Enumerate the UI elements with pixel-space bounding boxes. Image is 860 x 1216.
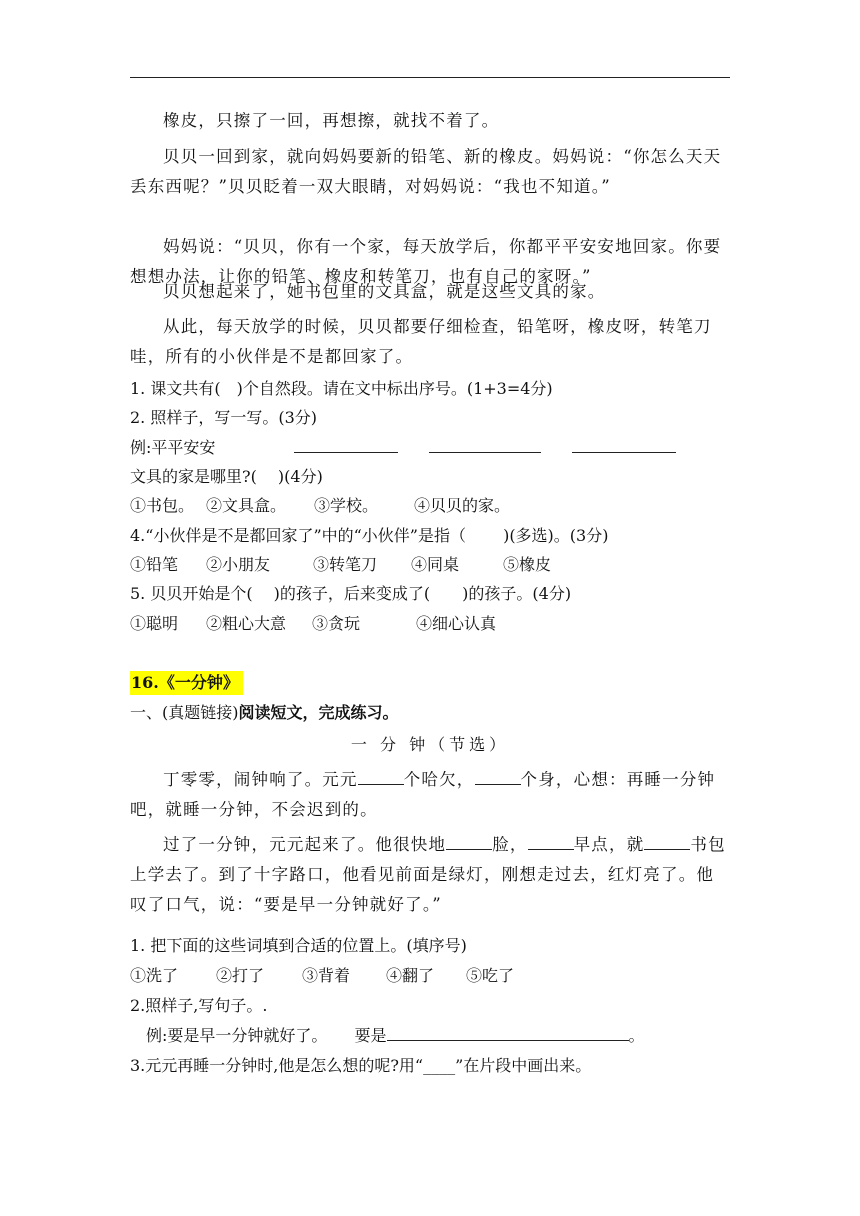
option: ④贝贝的家。	[414, 496, 511, 515]
option: ④翻了	[386, 966, 435, 985]
passage-text: 早点，就	[573, 835, 645, 854]
part2-prompt: 要是	[354, 1026, 387, 1045]
passage-text: 脸，	[492, 835, 528, 854]
option: ④细心认真	[416, 614, 497, 633]
fill-blank[interactable]	[446, 831, 492, 850]
instruction-prefix: 一、(真题链接)	[130, 703, 239, 722]
q3-text: 3.元元再睡一分钟时,他是怎么想的呢?用“	[130, 1056, 424, 1075]
answer-blank-3[interactable]	[572, 436, 676, 453]
passage-text: 个哈欠，	[403, 770, 475, 789]
part2-question-2-example-row	[130, 1024, 766, 1048]
option: ①洗了	[130, 966, 179, 985]
question-2-example: 例:平平安安	[130, 438, 216, 457]
passage-paragraph-1	[130, 765, 730, 825]
section-title: 16.《一分钟》	[130, 671, 243, 695]
question-4-options	[130, 553, 750, 577]
fill-blank[interactable]	[358, 766, 404, 785]
instruction-bold: 阅读短文，完成练习。	[238, 703, 399, 722]
part2-end: 。	[628, 1026, 645, 1045]
paragraph-3: 妈妈说：“贝贝，你有一个家，每天放学后，你都平平安安地回家。你要想想办法，让你的铅笔、橡皮和转笔刀，也有自己的家呀。”	[130, 237, 722, 286]
q3-text: ”在片段中画出来。	[455, 1056, 592, 1075]
question-3-options	[130, 494, 750, 518]
question-3: 文具的家是哪里?( )(4分)	[130, 467, 323, 486]
part2-question-2: 2.照样子,写句子。.	[130, 996, 268, 1015]
answer-blank-2[interactable]	[429, 436, 541, 453]
question-5: 5. 贝贝开始是个( )的孩子，后来变成了( )的孩子。(4分)	[130, 584, 572, 603]
option: ①书包。	[130, 496, 195, 515]
passage-text: 过了一分钟，元元起来了。他很快地	[163, 835, 447, 854]
question-4: 4.“小伙伴是不是都回家了”中的“小伙伴”是指（ )(多选)。(3分)	[130, 526, 609, 545]
option: ③贪玩	[312, 614, 361, 633]
option: ②小朋友	[206, 555, 271, 574]
sentence-blank[interactable]	[387, 1024, 629, 1041]
option: ①聪明	[130, 614, 179, 633]
passage-text: 个身，心想：再睡一分钟吧，就睡一分钟，不会迟到的。	[130, 770, 716, 819]
option: ③转笔刀	[313, 555, 378, 574]
fill-blank[interactable]	[644, 831, 690, 850]
option: ②文具盒。	[206, 496, 287, 515]
instruction	[130, 701, 750, 725]
part2-question-1: 1. 把下面的这些词填到合适的位置上。(填序号)	[130, 936, 467, 955]
passage-text: 书包上学去了。到了十字路口，他看见前面是绿灯，刚想走过去，红灯亮了。他叹了口气，说：“要是早一分钟就好了。”	[130, 835, 726, 914]
paragraph-5: 从此，每天放学的时候，贝贝都要仔细检查，铅笔呀，橡皮呀，转笔刀哇，所有的小伙伴是不是都回家了。	[130, 317, 712, 366]
option: ⑤吃了	[466, 966, 515, 985]
answer-blank-1[interactable]	[294, 436, 398, 453]
option: ②粗心大意	[206, 614, 287, 633]
passage-title: 一 分 钟（节选）	[350, 735, 510, 754]
fill-blank[interactable]	[475, 766, 521, 785]
paragraph-2: 贝贝一回到家，就向妈妈要新的铅笔、新的橡皮。妈妈说：“你怎么天天丢东西呢？”贝贝眨着一双大眼睛，对妈妈说：“我也不知道。”	[130, 147, 722, 196]
fill-blank[interactable]	[528, 831, 574, 850]
question-2: 2. 照样子，写一写。(3分)	[130, 408, 318, 427]
part2-question-1-options	[130, 964, 750, 988]
question-2-example-row	[130, 436, 750, 460]
paragraph-4: 贝贝想起来了，她书包里的文具盒，就是这些文具的家。	[163, 282, 606, 301]
question-1: 1. 课文共有( )个自然段。请在文中标出序号。(1+3=4分)	[130, 379, 553, 398]
option: ⑤橡皮	[503, 555, 552, 574]
q3-underline-mark: ____	[423, 1056, 456, 1075]
question-5-options	[130, 612, 750, 636]
passage-paragraph-2	[130, 830, 730, 920]
option: ③背着	[302, 966, 351, 985]
part2-example: 例:要是早一分钟就好了。	[146, 1026, 328, 1045]
passage-text: 丁零零，闹钟响了。元元	[163, 770, 358, 789]
option: ②打了	[216, 966, 265, 985]
header-rule	[130, 77, 730, 78]
option: ④同桌	[411, 555, 460, 574]
paragraph-1: 橡皮，只擦了一回，再想擦，就找不着了。	[163, 111, 500, 130]
option: ①铅笔	[130, 555, 179, 574]
part2-question-3	[130, 1054, 750, 1078]
option: ③学校。	[314, 496, 379, 515]
